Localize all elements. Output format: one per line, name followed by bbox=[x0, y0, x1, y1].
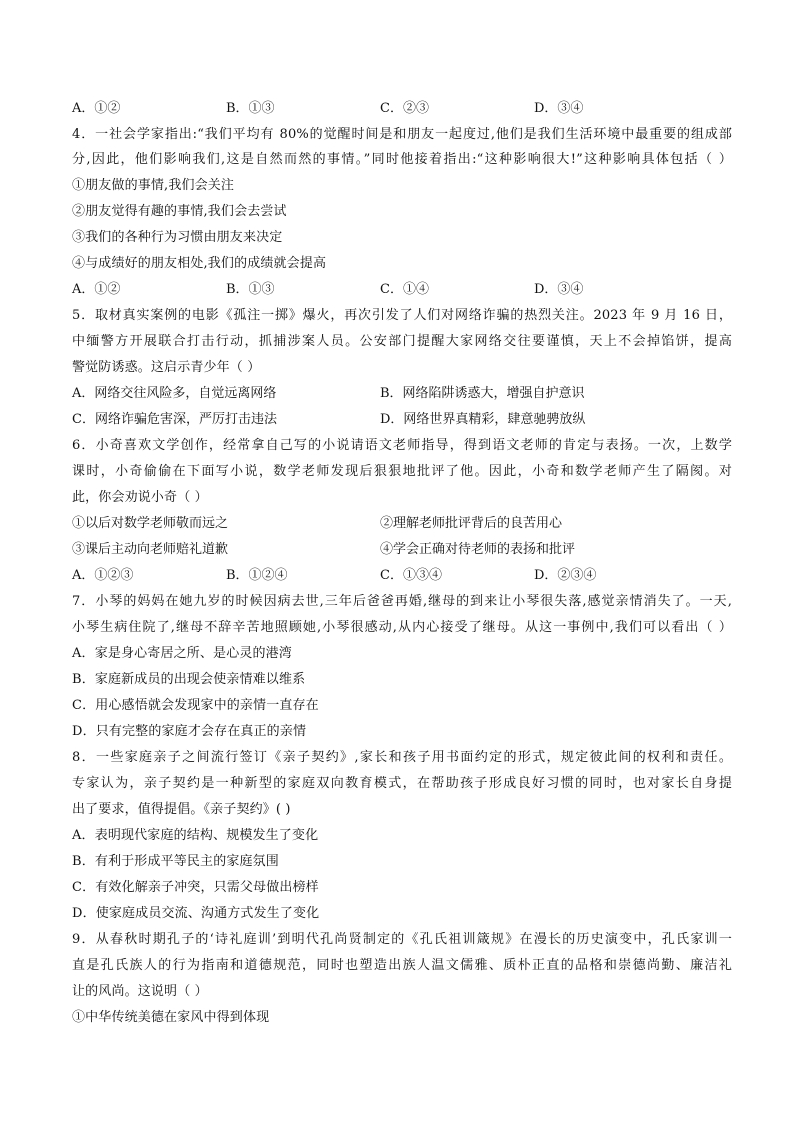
q3-option-b[interactable]: B．①③ bbox=[226, 101, 275, 116]
q7-stem-line: 7．小琴的妈妈在她九岁的时候因病去世,三年后爸爸再婚,继母的到来让小琴很失落,感觉亲情消失了。一天, bbox=[72, 594, 732, 609]
q7-option-d[interactable]: D．只有完整的家庭才会存在真正的亲情 bbox=[72, 724, 307, 739]
q4-option-c[interactable]: C．①④ bbox=[380, 282, 429, 297]
q6-item: ②理解老师批评背后的良苦用心 bbox=[380, 516, 563, 531]
q8-option-d[interactable]: D．使家庭成员交流、沟通方式发生了变化 bbox=[72, 906, 320, 921]
q5-stem-line: 5．取材真实案例的电影《孤注一掷》爆火，再次引发了人们对网络诈骗的热烈关注。2023 年 9 月 16 日， bbox=[72, 308, 732, 323]
q6-option-a[interactable]: A．①②③ bbox=[72, 568, 134, 583]
q3-option-a[interactable]: A．①② bbox=[72, 101, 121, 116]
q6-option-b[interactable]: B．①②④ bbox=[226, 568, 288, 583]
q4-option-b[interactable]: B．①③ bbox=[226, 282, 275, 297]
q8-option-b[interactable]: B．有利于形成平等民主的家庭氛围 bbox=[72, 854, 279, 869]
q3-option-d[interactable]: D．③④ bbox=[534, 101, 584, 116]
q5-option-a[interactable]: A．网络交往风险多，自觉远离网络 bbox=[72, 386, 277, 401]
q4-item: ④与成绩好的朋友相处,我们的成绩就会提高 bbox=[72, 256, 327, 271]
q8-option-a[interactable]: A．表明现代家庭的结构、规模发生了变化 bbox=[72, 828, 319, 843]
q4-item: ③我们的各种行为习惯由朋友来决定 bbox=[72, 230, 283, 245]
q6-stem-line: 此，你会劝说小奇（ ） bbox=[72, 490, 208, 505]
q4-option-a[interactable]: A．①② bbox=[72, 282, 121, 297]
q8-stem-line: 出了要求，值得提倡。《亲子契约》( ) bbox=[72, 802, 291, 817]
q6-stem-line: 课时，小奇偷偷在下面写小说，数学老师发现后狠狠地批评了他。因此，小奇和数学老师产生了隔阂。对 bbox=[72, 464, 732, 479]
q4-item: ②朋友觉得有趣的事情,我们会去尝试 bbox=[72, 204, 287, 219]
q4-option-d[interactable]: D．③④ bbox=[534, 282, 584, 297]
q6-item: ④学会正确对待老师的表扬和批评 bbox=[380, 542, 576, 557]
q4-item: ①朋友做的事情,我们会关注 bbox=[72, 178, 235, 193]
q6-stem-line: 6．小奇喜欢文学创作，经常拿自己写的小说请语文老师指导，得到语文老师的肯定与表扬。一次，上数学 bbox=[72, 438, 732, 453]
q6-item: ③课后主动向老师赔礼道歉 bbox=[72, 542, 229, 557]
q5-option-b[interactable]: B．网络陷阱诱惑大，增强自护意识 bbox=[380, 386, 585, 401]
q9-stem-line: 9．从春秋时期孔子的‘诗礼庭训’到明代孔尚贤制定的《孔氏祖训箴规》在漫长的历史演变中，孔氏家训一 bbox=[72, 932, 732, 947]
q9-stem-line: 直是孔氏族人的行为指南和道德规范，同时也塑造出族人温文儒雅、质朴正直的品格和崇德尚勤、廉洁礼 bbox=[72, 958, 732, 973]
q7-option-a[interactable]: A．家是身心寄居之所、是心灵的港湾 bbox=[72, 646, 292, 661]
q9-stem-line: 让的风尚。这说明（ ） bbox=[72, 984, 208, 999]
q8-stem-line: 8．一些家庭亲子之间流行签订《亲子契约》,家长和孩子用书面约定的形式，规定彼此间的权利和责任。 bbox=[72, 750, 732, 765]
q8-stem-line: 专家认为，亲子契约是一种新型的家庭双向教育模式，在帮助孩子形成良好习惯的同时，也对家长自身提 bbox=[72, 776, 732, 791]
q6-option-d[interactable]: D．②③④ bbox=[534, 568, 597, 583]
q4-stem-line: 分,因此，他们影响我们,这是自然而然的事情。”同时他接着指出:“这种影响很大!”这种影响具体包括（ ） bbox=[72, 152, 732, 167]
q7-stem-line: 小琴生病住院了,继母不辞辛苦地照顾她,小琴很感动,从内心接受了继母。从这一事例中,我们可以看出（ ） bbox=[72, 620, 732, 635]
q5-option-c[interactable]: C．网络诈骗危害深，严厉打击违法 bbox=[72, 412, 277, 427]
q6-item: ①以后对数学老师敬而远之 bbox=[72, 516, 229, 531]
q5-stem-line: 警觉防诱惑。这启示青少年（ ） bbox=[72, 360, 261, 375]
q4-stem-line: 4．一社会学家指出:“我们平均有 80%的觉醒时间是和朋友一起度过,他们是我们生活环境中最重要的组成部 bbox=[72, 127, 732, 142]
q7-option-c[interactable]: C．用心感悟就会发现家中的亲情一直存在 bbox=[72, 698, 319, 713]
q5-stem-line: 中缅警方开展联合打击行动，抓捕涉案人员。公安部门提醒大家网络交往要谨慎，天上不会掉馅饼，提高 bbox=[72, 334, 732, 349]
q9-item: ①中华传统美德在家风中得到体现 bbox=[72, 1010, 270, 1025]
q5-option-d[interactable]: D．网络世界真精彩，肆意驰骋放纵 bbox=[380, 412, 586, 427]
q7-option-b[interactable]: B．家庭新成员的出现会使亲情难以维系 bbox=[72, 672, 306, 687]
q8-option-c[interactable]: C．有效化解亲子冲突，只需父母做出榜样 bbox=[72, 880, 319, 895]
q3-option-c[interactable]: C．②③ bbox=[380, 101, 429, 116]
q6-option-c[interactable]: C．①③④ bbox=[380, 568, 442, 583]
